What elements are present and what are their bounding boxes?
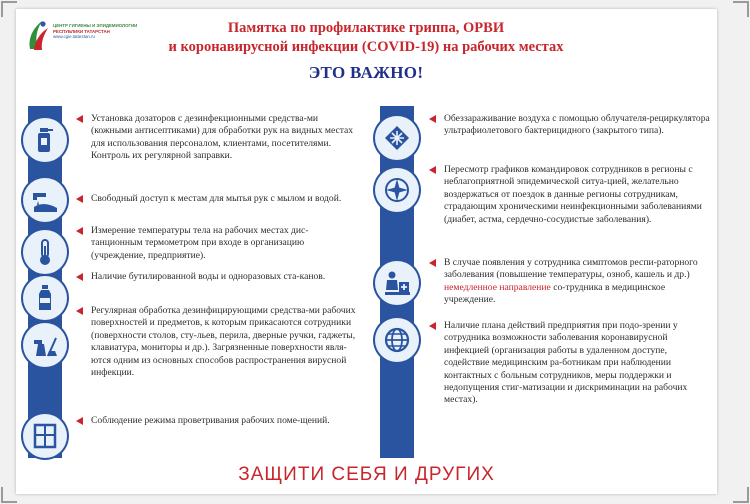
thermometer-icon <box>23 230 67 274</box>
list-item: Установка дозаторов с дезинфекционными средства-ми (кожными антисептиками) для обработки рук на видных местах для использования персоналом, клиентами, посетителями. Контроль их регулярной заправки. <box>91 113 356 163</box>
logo-line-1: ЦЕНТР ГИГИЕНЫ И ЭПИДЕМИОЛОГИИ <box>53 23 138 28</box>
water-bottle-icon <box>23 276 67 320</box>
list-item: Обеззараживание воздуха с помощью облучателя-рециркулятора ультрафиолетового бактерицидного (закрытого типа). <box>444 113 712 138</box>
globe-icon <box>375 318 419 362</box>
urgent-highlight: немедленное направление <box>444 281 551 293</box>
page-subtitle: ЭТО ВАЖНО! <box>308 63 424 82</box>
crop-corner-bottom-right[interactable] <box>733 487 749 503</box>
window-ventilation-icon <box>23 414 67 458</box>
logo-url: www.cgie.tatarstan.ru <box>53 34 95 40</box>
list-item: Свободный доступ к местам для мытья рук с мылом и водой. <box>91 193 356 205</box>
crop-corner-bottom-left[interactable] <box>1 487 17 503</box>
list-item: Регулярная обработка дезинфицирующими средства-ми рабочих поверхностей и предметов, к которым прикасаются сотрудники (поверхности столов, сту-льев, перила, дверные ручки, гаджеты, клавиатура, мониторы и др.). Загрязненные поверхности явля-ются одним из основных способов распространения вирусной инфекции. <box>91 305 356 379</box>
compass-travel-icon <box>375 168 419 212</box>
list-item: Соблюдение режима проветривания рабочих поме-щений. <box>91 415 356 427</box>
sick-employee-icon <box>375 261 419 305</box>
list-item: Наличие плана действий предприятия при подо-зрении у сотрудника возможности заболевания коронавирусной инфекцией (организация работы в удаленном доступе, содействие медицинским ра-ботникам при наблюдении контактных с больным сотрудников, меры поддержки и недопущения стиг-матизации и дискриминации на рабочих местах). <box>444 320 712 407</box>
air-disinfection-icon <box>375 116 419 160</box>
right-icon-strip <box>380 106 414 458</box>
footer-slogan: ЗАЩИТИ СЕБЯ И ДРУГИХ <box>238 464 495 485</box>
sanitizer-dispenser-icon <box>23 118 67 162</box>
list-item: В случае появления у сотрудника симптомов респи-раторного заболевания (повышение температуры, озноб, кашель и др.) немедленное направление со-трудника в медицинское учреждение. <box>444 257 712 307</box>
list-item: Наличие бутилированной воды и одноразовых ста-канов. <box>91 271 356 283</box>
organization-logo <box>26 19 146 57</box>
left-icon-strip <box>28 106 62 458</box>
list-item: Измерение температуры тела на рабочих местах дис-танционным термометром при входе в организацию (учреждение, предприятие). <box>91 225 356 262</box>
logo-line-2: РЕСПУБЛИКИ ТАТАРСТАН <box>53 28 110 34</box>
poster <box>16 9 717 494</box>
handwashing-faucet-icon <box>23 178 67 222</box>
page-title <box>146 19 586 57</box>
cleaning-spray-icon <box>23 323 67 367</box>
list-item: Пересмотр графиков командировок сотрудников в регионы с неблагоприятной эпидемической ситуа-цией, желательно воздержаться от поездок в данные регионы сотрудникам, страдающим хроническими неинфекционными заболеваниями (диабет, астма, сердечно-сосудистые заболевания). <box>444 164 712 226</box>
logo-emblem-icon <box>26 19 50 53</box>
title-line-1: Памятка по профилактике гриппа, ОРВИ <box>227 20 505 36</box>
crop-corner-top-right[interactable] <box>733 1 749 17</box>
crop-corner-top-left[interactable] <box>1 1 17 17</box>
title-line-2: и коронавирусной инфекции (COVID-19) на рабочих местах <box>168 39 564 55</box>
